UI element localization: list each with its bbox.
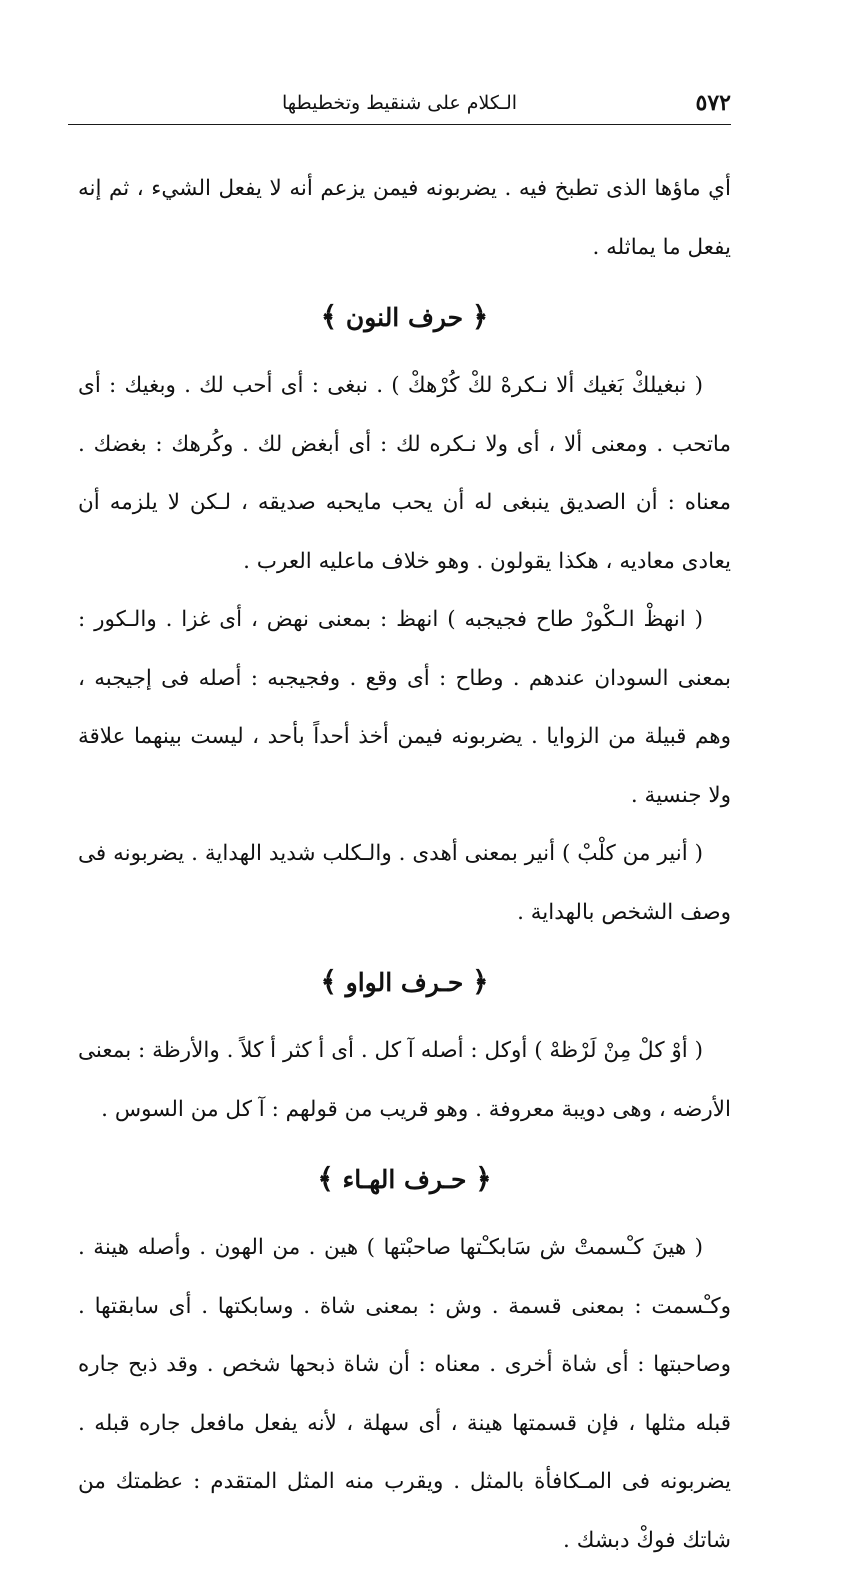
- section-heading-ha: [78, 1139, 731, 1219]
- paragraph-continuation: أي ماؤها الذى تطبخ فيه . يضربونه فيمن يزعم أنه لا يفعل الشيء ، ثم إنه يفعل ما يماثله .: [78, 176, 731, 260]
- ornamental-brace-open: ﴿: [471, 300, 489, 333]
- ornamental-brace-open: ﴿: [475, 1162, 492, 1195]
- section-title: حرف النون: [345, 303, 464, 332]
- proverb-entry: ( هينَ كـْسمتْ ش سَابكـْتها صاحبْتها ) هين . من الهون . وأصله هينة . وكـْسمت : بمعنى قسمة . وش : بمعنى شاة . وسابكتها . أى سابقتها . وصاحبتها : أى شاة أخرى . معناه : أن شاة ذبحها شخص . وقد ذبح جاره قبله مثلها ، فإن قسمتها هينة ، أى سهلة ، لأنه يفعل مافعل جاره قبله . يضربونه فى المـكافأة بالمثل . ويقرب منه المثل المتقدم : عظمتك من شاتك فوكْ دبشك .: [78, 1235, 731, 1553]
- section-title: حـرف الهـاء: [342, 1165, 467, 1194]
- ornamental-brace-close: ﴾: [320, 300, 338, 333]
- running-title: الـكلام على شنقيط وتخطيطها: [281, 92, 518, 114]
- ornamental-brace-close: ﴾: [320, 965, 337, 998]
- proverb-entry: ( انهظْ الـكْورْ طاح فجيجبه ) انهظ : بمعنى نهض ، أى غزا . والـكور : بمعنى السودان عندهم . وطاح : أى وقع . وفجيجبه : أصله فى إجيجبه ، وهم قبيلة من الزوايا . يضربونه فيمن أخذ أحداً بأحد ، ليست بينهما علاقة ولا جنسية .: [78, 607, 731, 808]
- proverb-entry: ( أوْ كلْ مِنْ لَرْظهْ ) أوكل : أصله آ كل . أى أ كثر أ كلاً . والأرظة : بمعنى الأرضه ، وهى دويبة معروفة . وهو قريب من قولهم : آ كل من السوس .: [78, 1038, 731, 1122]
- section-title: حـرف الواو: [345, 968, 464, 997]
- body-text: [78, 160, 731, 1570]
- section-heading-waw: [78, 942, 731, 1022]
- ornamental-brace-open: ﴿: [472, 965, 489, 998]
- section-heading-nun: [78, 277, 731, 357]
- proverb-entry: ( أنير من كلْبْ ) أنير بمعنى أهدى . والـكلب شديد الهداية . يضربونه فى وصف الشخص بالهداية .: [78, 841, 731, 925]
- ornamental-brace-close: ﴾: [317, 1162, 334, 1195]
- page-header: [68, 86, 731, 125]
- page-number: ٥٧٢: [695, 90, 731, 116]
- proverb-entry: ( نبغيلكْ بَغيك ألا نـكرهْ لكْ كُرْهكْ ) . نبغى : أى أحب لك . وبغيك : أى ماتحب . ومعنى ألا ، أى ولا نـكره لك : أى أبغض لك . وكُرهك : بغضك . معناه : أن الصديق ينبغى له أن يحب مايحبه صديقه ، لـكن لا يلزمه أن يعادى معاديه ، هكذا يقولون . وهو خلاف ماعليه العرب .: [78, 373, 731, 574]
